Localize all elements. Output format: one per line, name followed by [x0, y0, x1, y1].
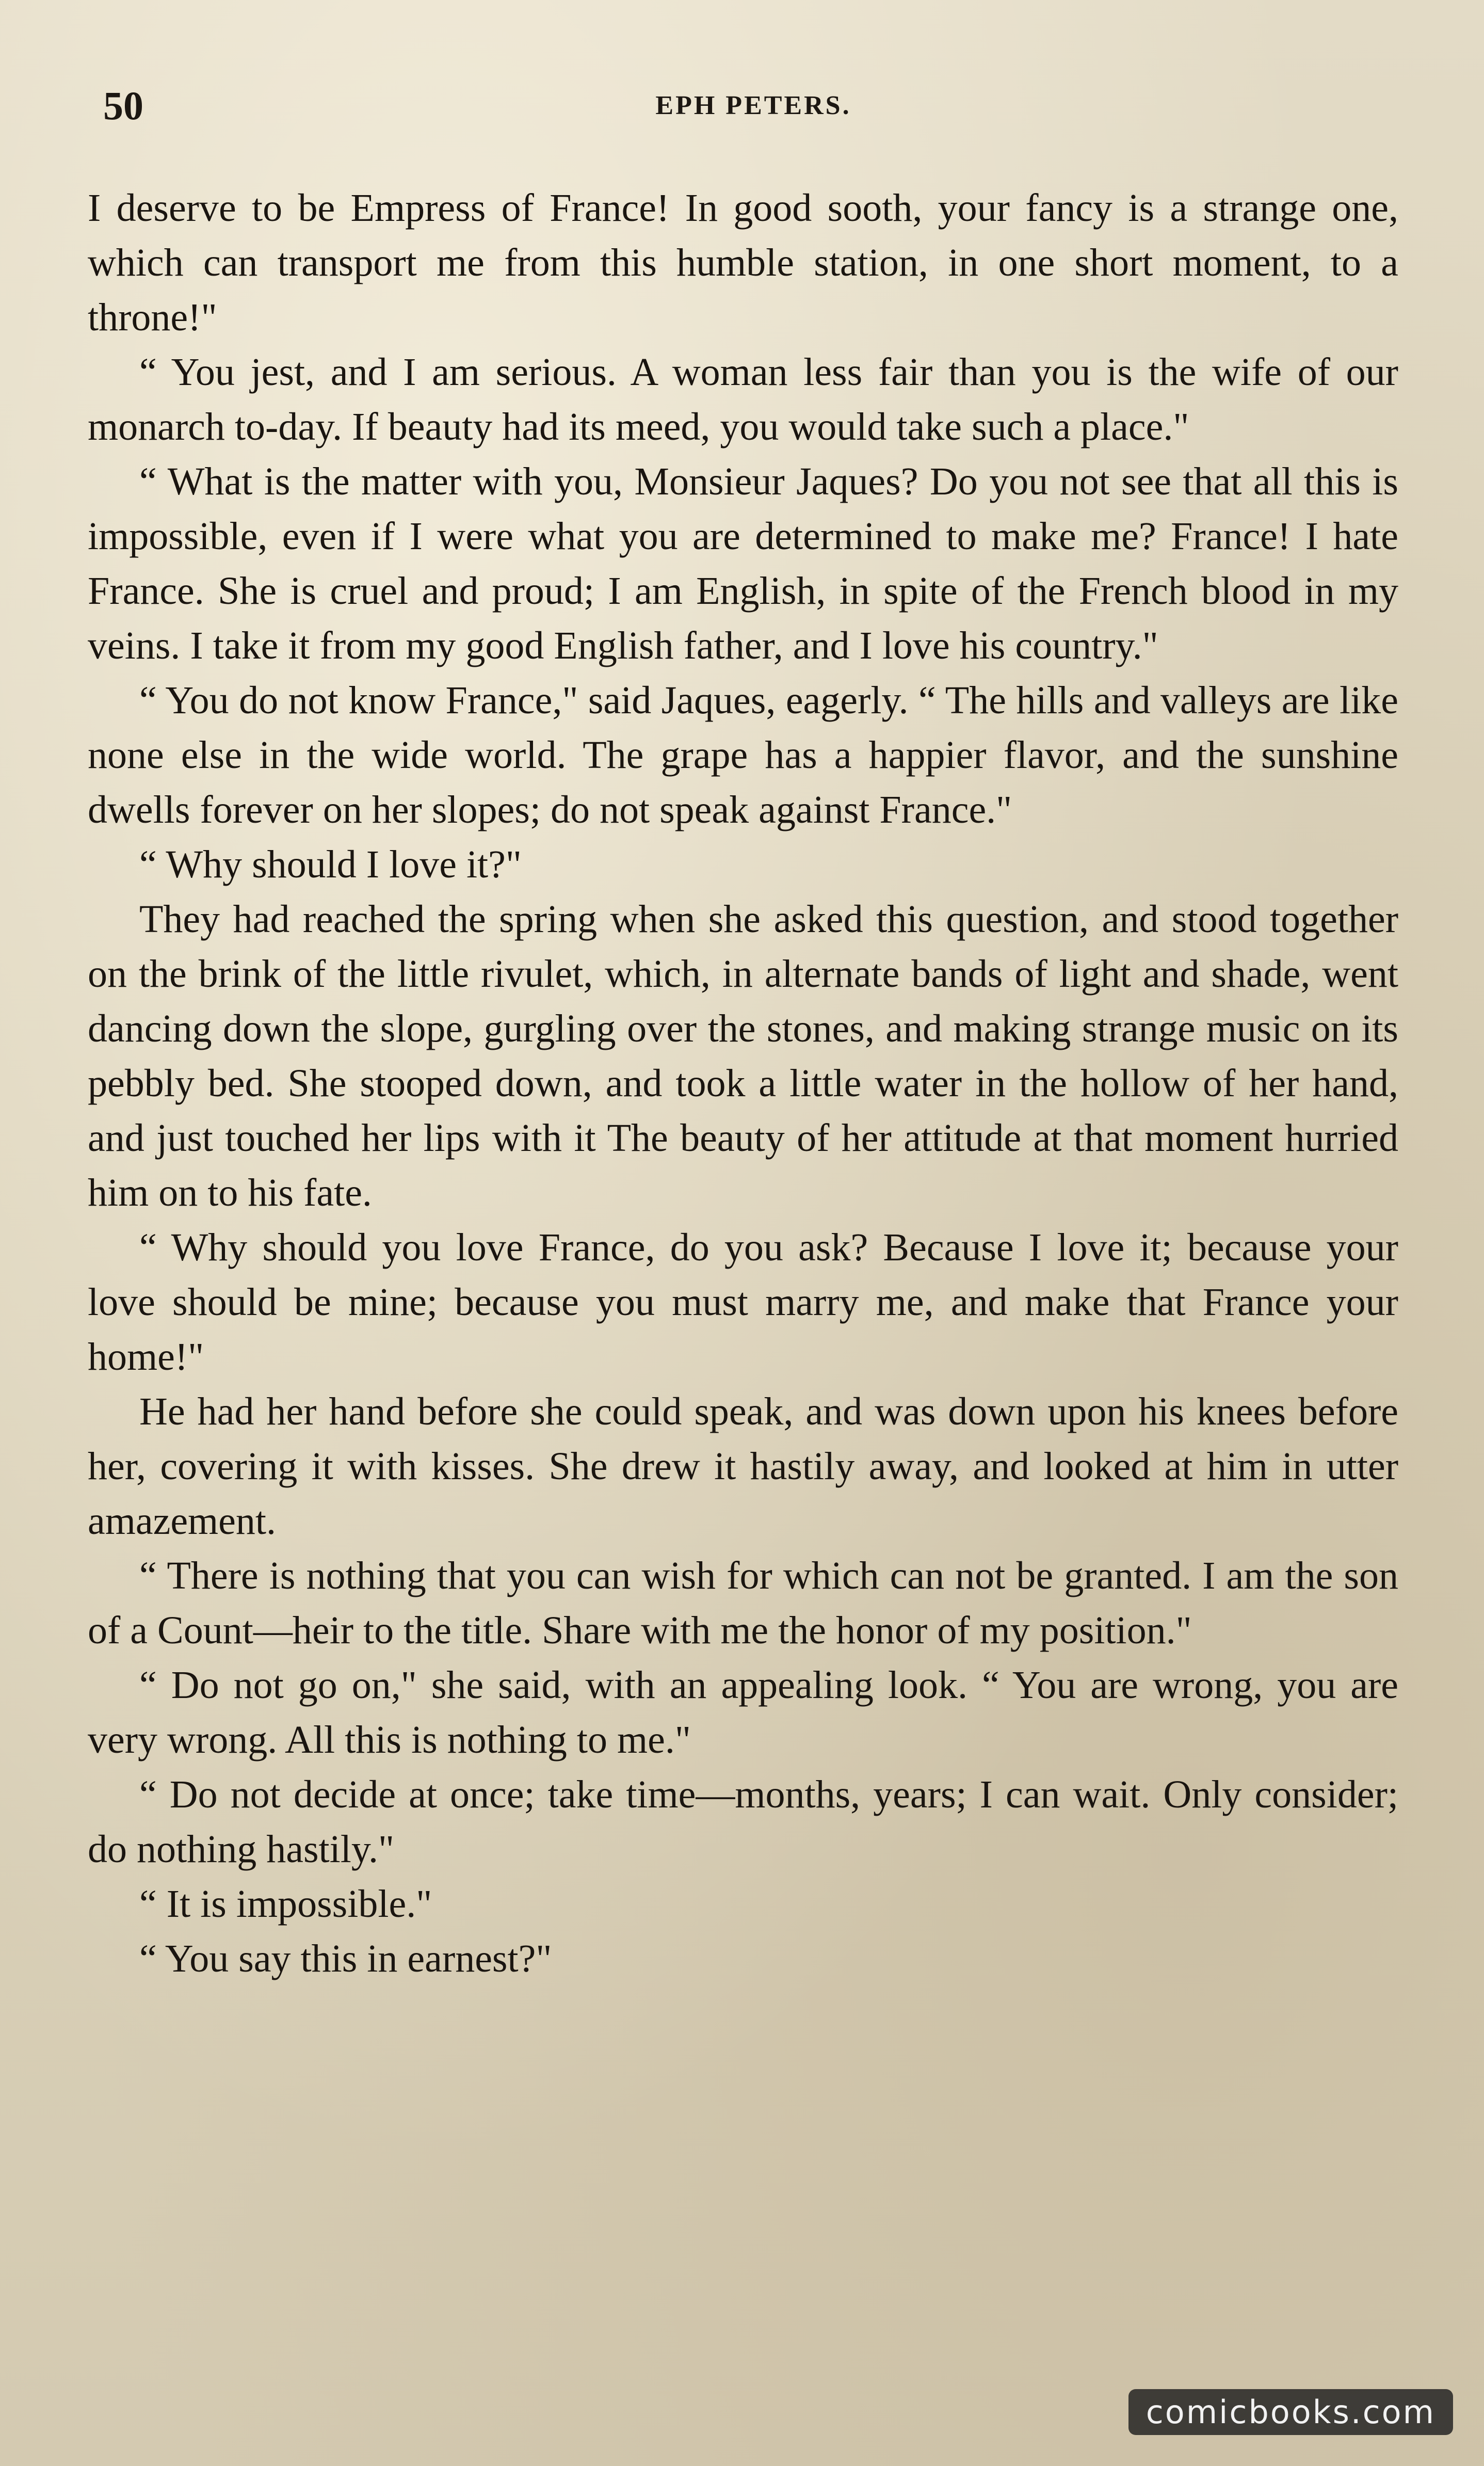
paragraph: “ You jest, and I am serious. A woman less fair than you is the wife of our monarch to-day. If beauty had its meed, you would take such a place.": [88, 350, 1398, 449]
paragraph: I deserve to be Empress of France! In good sooth, your fancy is a strange one, which can transport me from this humble station, in one short moment, to a throne!": [88, 186, 1398, 339]
paragraph: “ Do not decide at once; take time—months, years; I can wait. Only consider; do nothing hastily.": [88, 1773, 1398, 1871]
watermark: comicbooks.com: [1128, 2389, 1453, 2435]
page-header: [103, 77, 1404, 134]
running-head: EPH PETERS.: [655, 91, 851, 120]
paragraph: “ What is the matter with you, Monsieur Jaques? Do you not see that all this is impossible, even if I were what you are determined to make me? France! I hate France. She is cruel and proud; I am English, in spite of the French blood in my veins. I take it from my good English father, and I love his country.": [88, 460, 1398, 667]
paragraph: “ You do not know France," said Jaques, eagerly. “ The hills and valleys are like none else in the wide world. The grape has a happier flavor, and the sunshine dwells forever on her slopes; do not speak against France.": [88, 679, 1398, 831]
paragraph: “ It is impossible.": [139, 1882, 432, 1926]
page-number: 50: [103, 83, 143, 128]
paragraph: “ Why should you love France, do you ask? Because I love it; because your love should be mine; because you must marry me, and make that France your home!": [88, 1226, 1398, 1379]
paragraph: “ Why should I love it?": [139, 843, 522, 886]
paragraph: “ There is nothing that you can wish for which can not be granted. I am the son of a Count—heir to the title. Share with me the honor of my position.": [88, 1554, 1398, 1652]
paragraph: “ You say this in earnest?": [139, 1937, 552, 1980]
paragraph: He had her hand before she could speak, and was down upon his knees before her, covering it with kisses. She drew it hastily away, and looked at him in utter amazement.: [88, 1390, 1398, 1543]
paragraph: They had reached the spring when she asked this question, and stood together on the brink of the little rivulet, which, in alternate bands of light and shade, went dancing down the slope, gurgling over the stones, and making strange music on its pebbly bed. She stooped down, and took a little water in the hollow of her hand, and just touched her lips with it The beauty of her attitude at that moment hurried him on to his fate.: [88, 898, 1398, 1214]
paragraph: “ Do not go on," she said, with an appealing look. “ You are wrong, you are very wrong. All this is nothing to me.": [88, 1663, 1398, 1762]
body-text: [88, 181, 1398, 1986]
